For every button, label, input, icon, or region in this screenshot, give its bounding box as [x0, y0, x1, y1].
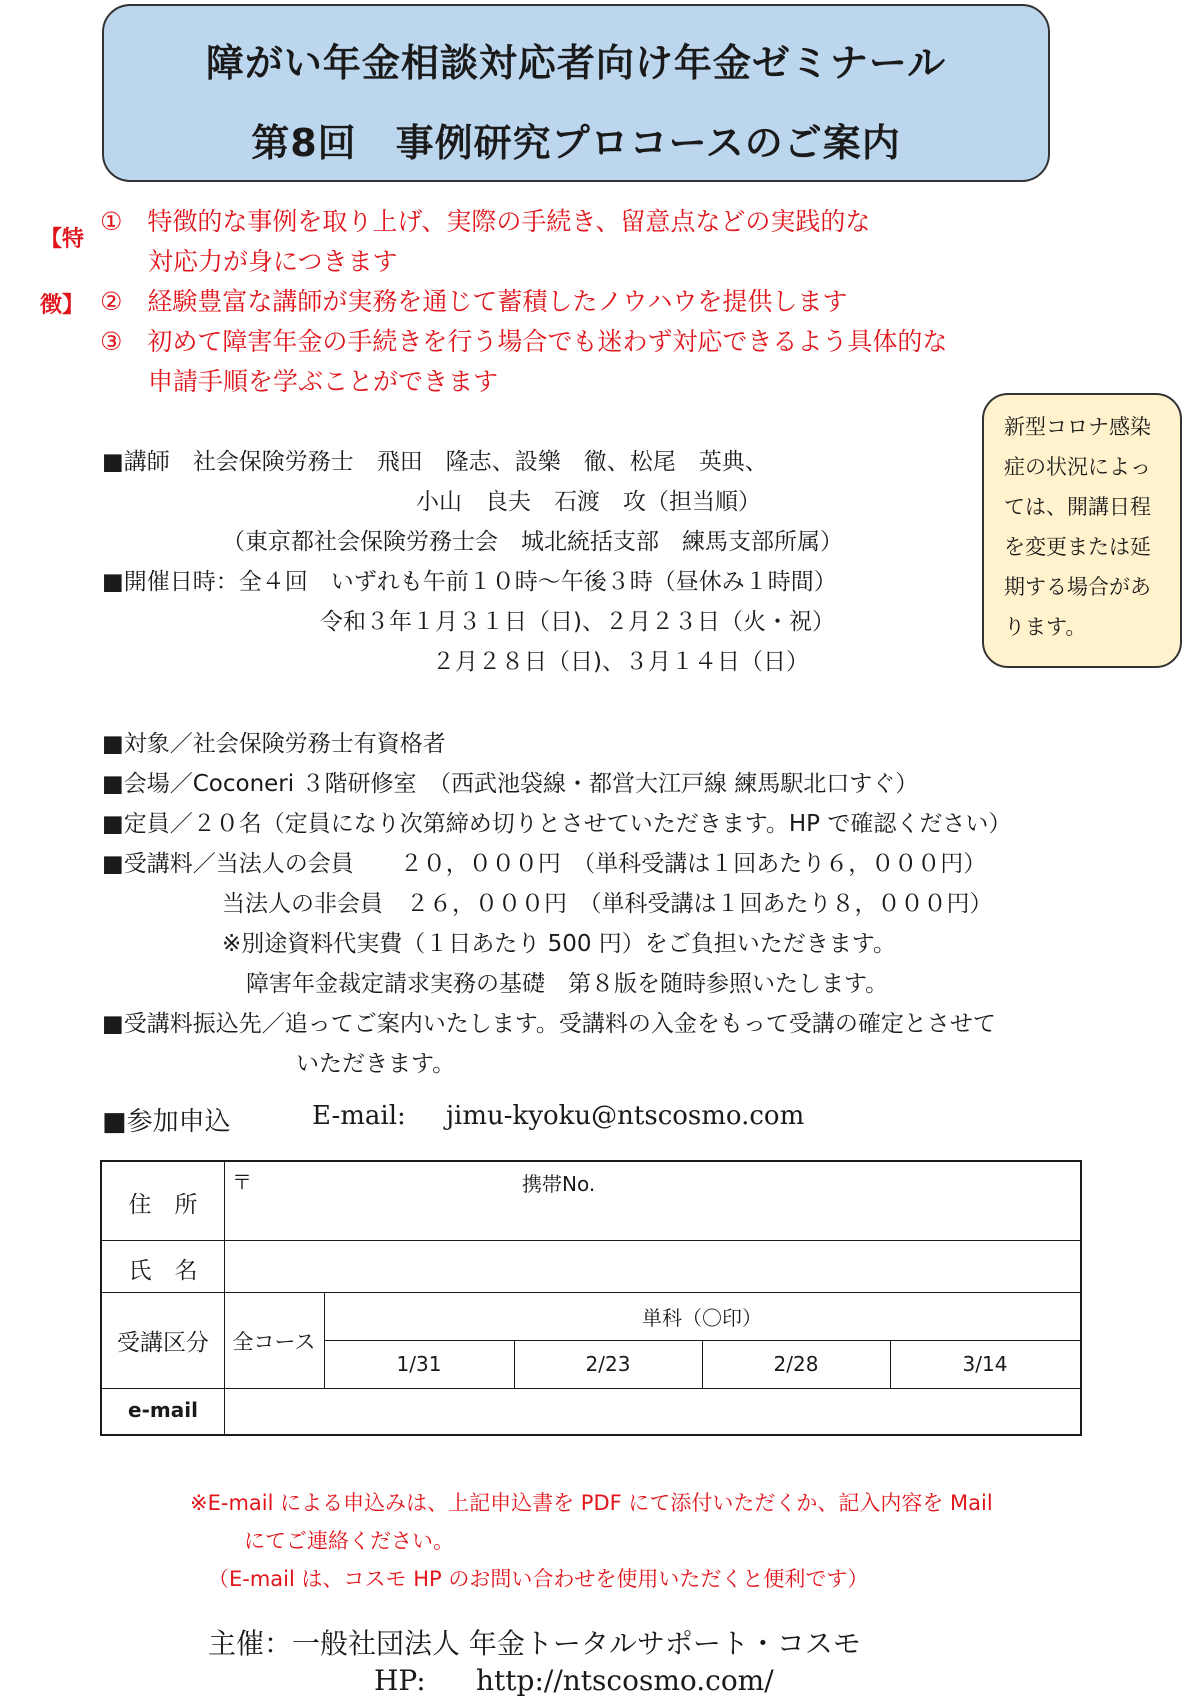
postal-mark: 〒	[232, 1170, 252, 1194]
fee-note-materials: ※別途資料代実費（１日あたり 500 円）をご負担いただきます。	[222, 931, 896, 957]
date-option-1[interactable]: 1/31	[396, 1352, 442, 1376]
course-category-label: 受講区分	[117, 1330, 209, 1356]
venue: ■会場／Coconeri ３階研修室 （西武池袋線・都営大江戸線 練馬駅北口すぐ）	[102, 771, 919, 797]
date-option-4[interactable]: 3/14	[962, 1352, 1008, 1376]
title-banner	[102, 4, 1050, 182]
covid-notice: 新型コロナ感染症の状況によっては、開講日程を変更または延期する場合があります。	[982, 393, 1182, 668]
features-side-label-2: 徴】	[40, 293, 85, 318]
homepage-link[interactable]: http://ntscosmo.com/	[476, 1664, 774, 1697]
fee-nonmember: 当法人の非会員 ２６，０００円 （単科受講は１回あたり８，０００円）	[222, 891, 993, 917]
transfer-line-2: いただきます。	[296, 1051, 456, 1077]
mobile-label: 携帯No.	[522, 1172, 596, 1196]
full-course-option[interactable]: 全コース	[232, 1330, 316, 1354]
feature-3-line-1: ③ 初めて障害年金の手続きを行う場合でも迷わず対応できるよう具体的な	[100, 327, 948, 356]
application-heading: ■参加申込	[102, 1107, 231, 1137]
homepage-label: HP:	[374, 1664, 426, 1697]
schedule-line-3: ２月２８日（日)、３月１４日（日）	[432, 649, 809, 675]
address-label: 住 所	[128, 1192, 198, 1218]
schedule-line-2: 令和３年１月３１日（日)、２月２３日（火・祝）	[320, 609, 835, 635]
title-line-2: 第8回 事例研究プロコースのご案内	[251, 121, 901, 165]
email-label: e-mail	[128, 1398, 198, 1422]
application-form	[100, 1160, 1082, 1436]
application-email-label: E-mail:	[312, 1101, 406, 1131]
note-line-2: にてご連絡ください。	[244, 1529, 454, 1553]
application-email[interactable]: jimu-kyoku@ntscosmo.com	[446, 1101, 805, 1131]
lecturer-affiliation: （東京都社会保険労務士会 城北統括支部 練馬支部所属）	[222, 529, 843, 555]
features-side-label-1: 【特	[40, 227, 85, 252]
feature-3-line-2: 申請手順を学ぶことができます	[148, 367, 499, 396]
lecturer-line-1: ■講師 社会保険労務士 飛田 隆志、設樂 徹、松尾 英典、	[102, 449, 768, 475]
capacity: ■定員／２０名（定員になり次第締め切りとさせていただきます。HP で確認ください）	[102, 811, 1012, 837]
feature-2: ② 経験豊富な講師が実務を通じて蓄積したノウハウを提供します	[100, 287, 848, 316]
transfer-line-1: ■受講料振込先／追ってご案内いたします。受講料の入金をもって受講の確定とさせて	[102, 1011, 996, 1037]
lecturer-line-2: 小山 良夫 石渡 攻（担当順）	[416, 489, 761, 515]
email-input[interactable]	[226, 1390, 1076, 1430]
name-input[interactable]	[226, 1244, 1076, 1288]
feature-1-line-1: ① 特徴的な事例を取り上げ、実際の手続き、留意点などの実践的な	[100, 207, 871, 236]
single-course-label: 単科（〇印）	[642, 1306, 762, 1330]
feature-1-line-2: 対応力が身につきます	[148, 247, 398, 276]
address-input[interactable]	[226, 1196, 1076, 1236]
fee-member: ■受講料／当法人の会員 ２０，０００円 （単科受講は１回あたり６，０００円）	[102, 851, 987, 877]
title-line-1: 障がい年金相談対応者向け年金ゼミナール	[205, 41, 947, 85]
note-line-1: ※E-mail による申込みは、上記申込書を PDF にて添付いただくか、記入内容を Mail	[190, 1491, 993, 1515]
organizer: 主催：一般社団法人 年金トータルサポート・コスモ	[208, 1627, 861, 1660]
date-option-2[interactable]: 2/23	[585, 1352, 631, 1376]
fee-note-reference: 障害年金裁定請求実務の基礎 第８版を随時参照いたします。	[246, 971, 889, 997]
target-audience: ■対象／社会保険労務士有資格者	[102, 731, 446, 757]
name-label: 氏 名	[128, 1258, 198, 1284]
date-option-3[interactable]: 2/28	[773, 1352, 819, 1376]
note-line-3: （E-mail は、コスモ HP のお問い合わせを使用いただくと便利です）	[208, 1567, 869, 1591]
schedule-line-1: ■開催日時：全４回 いずれも午前１０時～午後３時（昼休み１時間）	[102, 569, 837, 595]
